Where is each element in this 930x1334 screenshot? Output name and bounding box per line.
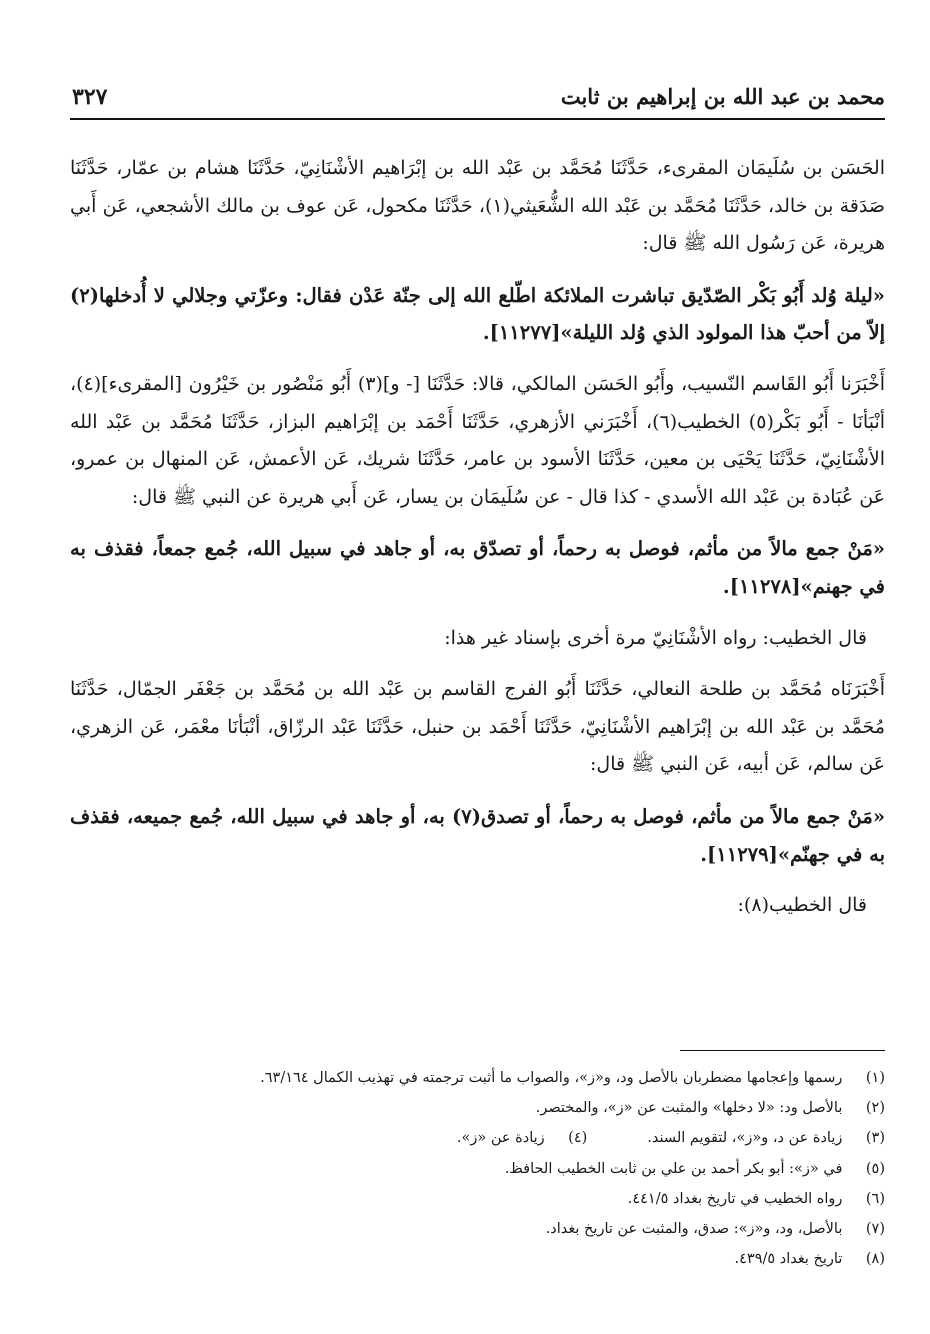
- footnote-text: زيادة عن «ز».: [456, 1130, 545, 1147]
- running-title: محمد بن عبد الله بن إبراهيم بن ثابت: [560, 84, 885, 109]
- footnote-text: رسمها وإعجامها مضطربان بالأصل ود، و«ز»، والصواب ما أثبت ترجمته في تهذيب الكمال ٦٣/١٦٤.: [260, 1070, 843, 1086]
- footnote-item: [70, 1244, 885, 1274]
- isnad-paragraph-1: الحَسَن بن سُلَيمَان المقرىء، حَدَّثَنَا مُحَمَّد بن عَبْد الله بن إبْرَاهيم الأشْنَانِيّ، حَدَّثَنَا هشام بن عمّار، حَدَّثَنَا صَدَقة بن خالد، حَدَّثَنَا مُحَمَّد بن عَبْد الله الشُّعَيثي(١)، حَدَّثَنَا مكحول، عَن عوف بن مالك الأشجعي، عَن أَبي هريرة، عَن رَسُول الله ﷺ قال:: [70, 157, 885, 255]
- footnote-text: رواه الخطيب في تاريخ بغداد ٤٤١/٥.: [627, 1190, 843, 1207]
- hadith-text-3: «مَنْ جمع مالاً من مأثم، فوصل به رحماً، أو تصدق(٧) به، أو جاهد في سبيل الله، جُمع جميعه، فقذف به في جهنّم»[١١٢٧٩].: [70, 804, 886, 866]
- footnote-text: بالأصل، ود، و«ز»: صدق، والمثبت عن تاريخ بغداد.: [545, 1221, 843, 1238]
- book-page: [70, 70, 886, 1268]
- footnote-number: (٨): [865, 1251, 885, 1268]
- footnote-item: [647, 1123, 885, 1153]
- footnote-number: (٦): [865, 1190, 885, 1207]
- footnote-rule: [680, 1050, 885, 1051]
- footnote-item: [70, 1184, 885, 1214]
- footnote-number: (٣): [865, 1130, 885, 1147]
- khatib-closing: قال الخطيب(٨):: [737, 894, 867, 917]
- footnote-number: (١): [865, 1070, 885, 1086]
- isnad-paragraph-2: أَخْبَرَنا أَبُو القَاسم النّسيب، وأَبُو الحَسَن المالكي، قالا: حَدَّثَنَا [- و](٣) أَبُو مَنْصُور بن خَيْرُون [المقرىء](٤)، أنْبَأنَا - أَبُو بَكْر(٥) الخطيب(٦)، أَخْبَرَني الأزهري، حَدَّثَنَا أَحْمَد بن إبْرَاهيم البزاز، حَدَّثَنَا مُحَمَّد بن عَبْد الله الأشْنَانِيّ، حَدَّثَنَا يَحْيَى بن معين، حَدَّثَنَا الأسود بن عامر، حَدَّثَنَا شريك، عَن الأعمش، عَن المنهال بن عمرو، عَن عُبَادة بن عَبْد الله الأسدي - كذا قال - عن سُلَيمَان بن يسار، عَن أَبي هريرة عن النبي ﷺ قال:: [70, 372, 886, 508]
- footnote-item: [457, 1123, 587, 1153]
- footnotes: [70, 1063, 885, 1274]
- footnote-text: في «ز»: أبو بكر أحمد بن علي بن ثابت الخطيب الحافظ.: [504, 1160, 843, 1177]
- footnote-number: (٥): [865, 1160, 885, 1177]
- footnote-number: (٢): [865, 1100, 885, 1117]
- khatib-remark: قال الخطيب: رواه الأشْنَانِيّ مرة أخرى بإسناد غير هذا:: [444, 626, 867, 649]
- page-number: ٣٢٧: [72, 84, 108, 110]
- running-header: [70, 70, 885, 114]
- footnote-item: [70, 1093, 885, 1123]
- footnote-item: [70, 1154, 885, 1184]
- footnote-item: [70, 1214, 885, 1244]
- footnote-number: (٤): [568, 1130, 588, 1147]
- footnote-text: بالأصل ود: «لا دخلها» والمثبت عن «ز»، والمختصر.: [535, 1100, 843, 1117]
- header-rule: [70, 118, 885, 120]
- footnote-text: تاريخ بغداد ٤٣٩/٥.: [734, 1251, 843, 1268]
- footnote-item: [70, 1063, 885, 1093]
- footnote-row-pair: [70, 1123, 885, 1153]
- footnote-text: زيادة عن د، و«ز»، لتقويم السند.: [647, 1130, 843, 1147]
- isnad-paragraph-3: أَخْبَرَنَاه مُحَمَّد بن طلحة النعالي، حَدَّثَنَا أَبُو الفرج القاسم بن عَبْد الله بن مُحَمَّد بن جَعْفَر الجمّال، حَدَّثَنَا مُحَمَّد بن عَبْد الله بن إبْرَاهيم الأشْنَانِيّ، حَدَّثَنَا أَحْمَد بن حنبل، حَدَّثَنَا عَبْد الرزّاق، أنْبَأنَا معْمَر، عَن الزهري، عَن سالم، عَن أبيه، عَن النبي ﷺ قال:: [70, 678, 885, 776]
- main-text: [70, 150, 885, 939]
- hadith-text-1: «ليلة وُلد أَبُو بَكْر الصّدّيق تباشرت الملائكة اطّلع الله إلى جنّة عَدْن فقال: وعزّتي وجلالي لا أُدخلها(٢) إلاّ من أحبّ هذا المولود الذي وُلد الليلة»[١١٢٧٧].: [70, 283, 885, 345]
- footnote-number: (٧): [865, 1221, 885, 1238]
- hadith-text-2: «مَنْ جمع مالاً من مأثم، فوصل به رحماً، أو تصدّق به، أو جاهد في سبيل الله، جُمع جمعاً، فقذف به في جهنم»[١١٢٧٨].: [70, 537, 885, 598]
